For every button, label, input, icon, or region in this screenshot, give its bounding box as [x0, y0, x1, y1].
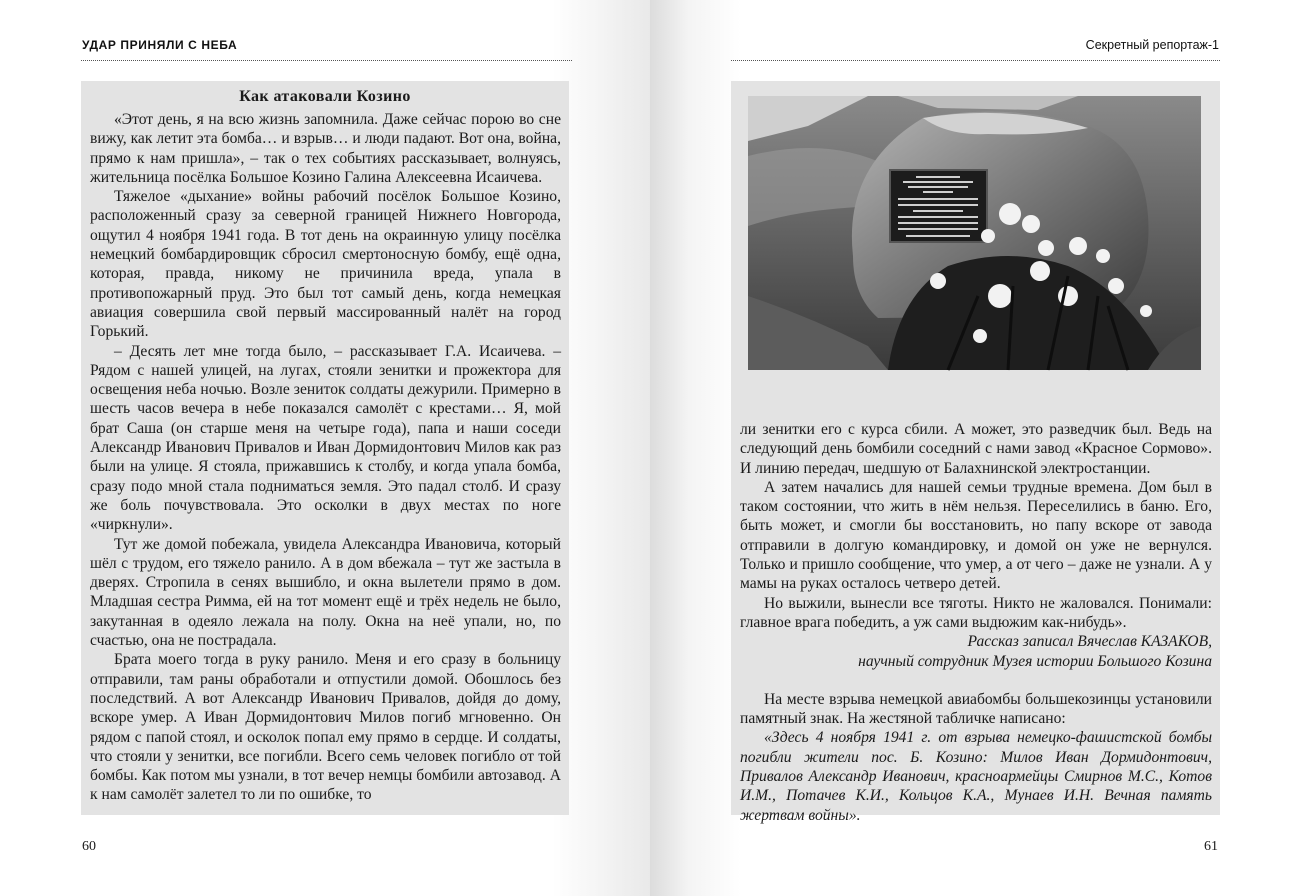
paragraph: Брата моего тогда в руку ранило. Меня и его сразу в больницу отправили, там раны обработали и отпустили домой. Обошлось без последствий. А вот Александр Иванович Привалов, дойдя до дому, вскоре умер. А Иван Дормидонтович Милов погиб мгновенно. Он рядом с папой стоял, и осколок попал ему прямо в сердце. И солдаты, что стояли у зенитки, все погибли. Всего семь человек погибло от той бомбы. Как потом мы узнали, в тот вечер немцы бомбили автозавод. А к нам самолёт залетел то ли по ошибке, то — [90, 651, 561, 804]
story-box-continued — [731, 81, 1220, 824]
memorial-stone-photo — [748, 96, 1201, 370]
memorial-intro: На месте взрыва немецкой авиабомбы большекозинцы установили памятный знак. На жестяной табличке написано: — [740, 690, 1212, 728]
page-number-left: 60 — [82, 839, 96, 854]
paragraph: Но выжили, вынесли все тяготы. Никто не жаловался. Понимали: главное врага победить, а уж сами выдюжим как-нибудь». — [740, 594, 1212, 631]
signature-line-1: Рассказ записал Вячеслав КАЗАКОВ, — [967, 633, 1212, 651]
right-page — [650, 0, 1300, 896]
paragraph: Тут же домой побежала, увидела Александра Ивановича, который шёл с трудом, его тяжело ранило. А в дом вбежала – тут же застыла в дверях. Стропила в сенях вышибло, и окна вылетели прямо в дом. Младшая сестра Римма, ей на тот момент ещё и трёх недель не было, закутанная в одеяло лежала на полу. Окна на неё упали, но, по счастью, она не пострадала. — [90, 535, 561, 650]
paragraph: А затем начались для нашей семьи трудные времена. Дом был в таком состоянии, что жить в нём нельзя. Переселились в баню. Его, быть может, и смогли бы восстановить, но папу вскоре от завода отправили в долгую командировку, и домой он уже не вернулся. Только и пришло сообщение, что умер, а от чего – даже не узнали. А у мамы на руках осталось четверо детей. — [740, 478, 1212, 593]
running-head-left: УДАР ПРИНЯЛИ С НЕБА — [82, 38, 238, 52]
photo-area — [731, 96, 1220, 420]
paragraph: Тяжелое «дыхание» войны рабочий посёлок Большое Козино, расположенный сразу за северной границей Нижнего Новгорода, ощутил 4 ноября 1941 года. В тот день на окраинную улицу посёлка немецкий бомбардировщик сбросил смертоносную бомбу, ещё одна, которая, правда, никому не причинила вреда, упала в противопожарный пруд. Это был тот самый день, когда немецкая авиация совершила свой первый массированный налёт на город Горький. — [90, 188, 561, 341]
paragraph: – Десять лет мне тогда было, – рассказывает Г.А. Исаичева. – Рядом с нашей улицей, на лугах, стояли зенитки и прожектора для освещения неба ночью. Возле зениток солдаты дежурили. Примерно в шесть часов вечера в небе показался самолёт с крестами… Я, мой брат Саша (он старше меня на четыре года), папа и наши соседи Александр Иванович Привалов и Иван Дормидонтович Милов как раз были на улице. Я стояла, прижавшись к столбу, и когда упала бомба, сразу подо мной стала подниматься земля. Это падал столб. И сразу же боль почувствовала. Это осколки в двух местах по ноге «чиркнули». — [90, 342, 561, 534]
story-text-left — [81, 110, 569, 805]
header-rule-right — [731, 60, 1220, 61]
box-title: Как атаковали Козино — [239, 88, 411, 105]
paragraph: «Этот день, я на всю жизнь запомнила. Даже сейчас порою во сне вижу, как летит эта бомба… и взрыв… и люди падают. Вот она, война, прямо к нам пришла», – так о тех событиях рассказывает, волнуясь, жительница посёлка Большое Козино Галина Алексеевна Исаичева. — [90, 111, 561, 186]
story-text-right — [731, 420, 1220, 632]
memorial-quote: «Здесь 4 ноября 1941 г. от взрыва немецко-фашистской бомбы погибли жители пос. Б. Козино: Милов Иван Дормидонтович, Привалов Александр Иванович, красноармейцы Смирнов М.С., Котов И.М., Потачев К.И., Кольцов К.А., Мунаев И.Н. Вечная память жертвам войны». — [740, 729, 1212, 824]
paragraph: ли зенитки его с курса сбили. А может, это разведчик был. Ведь на следующий день бомбили соседний с нами завод «Красное Сормово». И линию передач, шедшую от Балахнинской электростанции. — [740, 421, 1212, 477]
memorial-text — [731, 690, 1220, 825]
spacer — [731, 671, 1220, 690]
page-number-right: 61 — [1204, 839, 1218, 854]
header-rule-left — [81, 60, 572, 61]
running-head-right: Секретный репортаж-1 — [1085, 38, 1219, 52]
signature-line-2: научный сотрудник Музея истории Большого Козина — [858, 652, 1212, 670]
story-box — [81, 81, 569, 815]
